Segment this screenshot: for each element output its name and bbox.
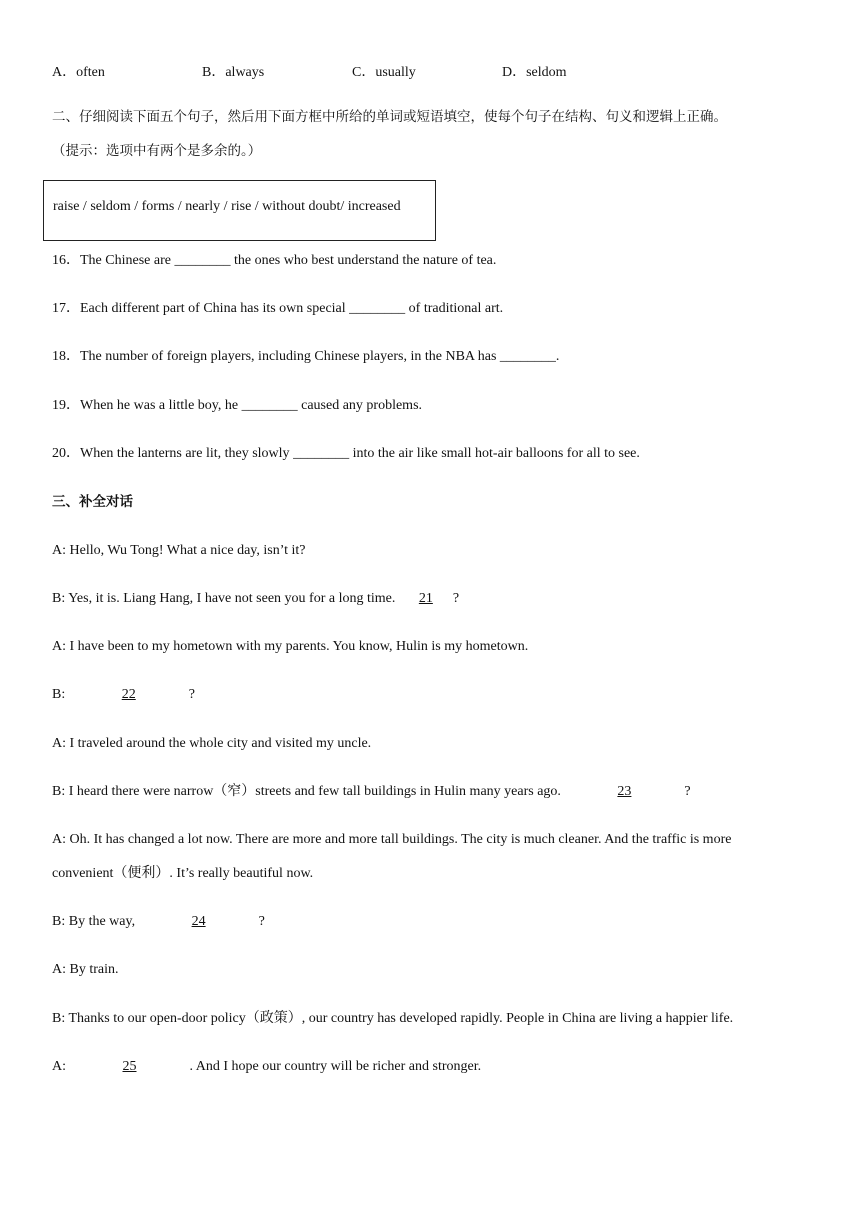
word-bank-box bbox=[43, 180, 436, 241]
word-bank-text: raise / seldom / forms / nearly / rise / without doubt/ increased bbox=[53, 199, 401, 214]
blank-17[interactable]: ________ bbox=[349, 301, 406, 316]
blank-24[interactable]: 24 bbox=[191, 914, 206, 929]
blank-18[interactable]: ________ bbox=[499, 349, 556, 364]
dialogue-line-10: A: By train. bbox=[52, 962, 119, 977]
option-d: D．seldom bbox=[502, 65, 567, 80]
blank-19[interactable]: ________ bbox=[241, 398, 298, 413]
dialogue-line-12: A: 25 . And I hope our country will be richer and stronger. bbox=[52, 1059, 482, 1074]
section3-title: 三、补全对话 bbox=[52, 494, 133, 510]
dialogue-line-3: A: I have been to my hometown with my parents. You know, Hulin is my hometown. bbox=[52, 639, 529, 654]
dialogue-line-5: A: I traveled around the whole city and visited my uncle. bbox=[52, 736, 372, 751]
sentence-20: 20．When the lanterns are lit, they slowly ________ into the air like small hot-air balloons for all to see. bbox=[52, 446, 640, 461]
dialogue-line-1: A: Hello, Wu Tong! What a nice day, isn’t it? bbox=[52, 543, 306, 558]
dialogue-line-8: convenient（便利）. It’s really beautiful now. bbox=[52, 866, 314, 881]
sentence-18: 18．The number of foreign players, including Chinese players, in the NBA has ________. bbox=[52, 349, 560, 364]
dialogue-line-11: B: Thanks to our open-door policy（政策）, our country has developed rapidly. People in China are living a happier life. bbox=[52, 1011, 734, 1026]
blank-25[interactable]: 25 bbox=[122, 1059, 137, 1074]
option-c: C．usually bbox=[352, 65, 416, 80]
blank-20[interactable]: ________ bbox=[293, 446, 350, 461]
section2-hint: （提示：选项中有两个是多余的。） bbox=[52, 143, 262, 159]
sentence-17: 17．Each different part of China has its own special ________ of traditional art. bbox=[52, 301, 504, 316]
dialogue-line-7: A: Oh. It has changed a lot now. There are more and more tall buildings. The city is much cleaner. And the traffic is more bbox=[52, 832, 732, 847]
sentence-16: 16．The Chinese are ________ the ones who best understand the nature of tea. bbox=[52, 253, 497, 268]
dialogue-line-4: B: 22 ? bbox=[52, 687, 195, 702]
dialogue-line-2: B: Yes, it is. Liang Hang, I have not seen you for a long time. 21 ? bbox=[52, 591, 460, 606]
option-a: A．often bbox=[52, 65, 105, 80]
sentence-19: 19．When he was a little boy, he ________ caused any problems. bbox=[52, 398, 423, 413]
section2-instruction: 二、仔细阅读下面五个句子，然后用下面方框中所给的单词或短语填空，使每个句子在结构、句义和逻辑上正确。 bbox=[52, 109, 727, 125]
blank-21[interactable]: 21 bbox=[418, 591, 433, 606]
blank-16[interactable]: ________ bbox=[174, 253, 231, 268]
dialogue-line-6: B: I heard there were narrow（窄）streets and few tall buildings in Hulin many years ago. 23 ? bbox=[52, 784, 691, 799]
blank-22[interactable]: 22 bbox=[121, 687, 136, 702]
dialogue-line-9: B: By the way, 24 ? bbox=[52, 914, 265, 929]
blank-23[interactable]: 23 bbox=[617, 784, 632, 799]
option-b: B．always bbox=[202, 65, 265, 80]
